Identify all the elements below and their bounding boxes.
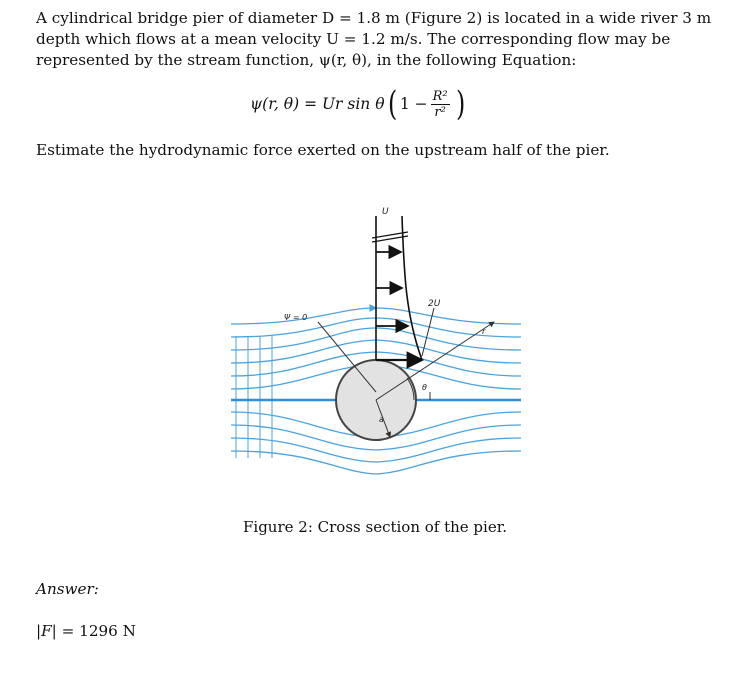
equation-fraction (431, 89, 450, 120)
left-paren: ( (387, 84, 397, 124)
label-u: U (382, 207, 389, 217)
force-magnitude-value: = 1296 N (61, 622, 136, 640)
equation-lhs: ψ(r, θ) = Ur sin θ (250, 95, 385, 113)
label-2u: 2U (428, 299, 441, 309)
stream-function-equation (250, 82, 468, 126)
fraction-denominator: r² (434, 104, 446, 120)
label-r: r (482, 327, 486, 336)
answer-label: Answer: (36, 580, 99, 598)
problem-statement: A cylindrical bridge pier of diameter D = 1.8 m (Figure 2) is located in a wide river 3 m depth which flows at a mean velocity U = 1.2 m/s. The corresponding flow may be represented by the stream function, ψ(r, θ), in the following Equation: (36, 9, 712, 69)
label-psi-zero: Ψ = 0 (284, 313, 308, 322)
label-theta: θ (422, 383, 427, 392)
fraction-numerator: R² (432, 88, 448, 104)
right-paren: ) (455, 84, 465, 124)
label-a: a (379, 415, 384, 424)
task-statement: Estimate the hydrodynamic force exerted on the upstream half of the pier. (36, 141, 610, 159)
figure-caption: Figure 2: Cross section of the pier. (243, 518, 508, 536)
pier-flow-figure (226, 196, 526, 486)
force-magnitude-symbol: |F| (36, 622, 57, 640)
answer-value (36, 622, 136, 640)
equation-one-minus: 1 − (399, 95, 428, 113)
velocity-profile (372, 216, 422, 360)
